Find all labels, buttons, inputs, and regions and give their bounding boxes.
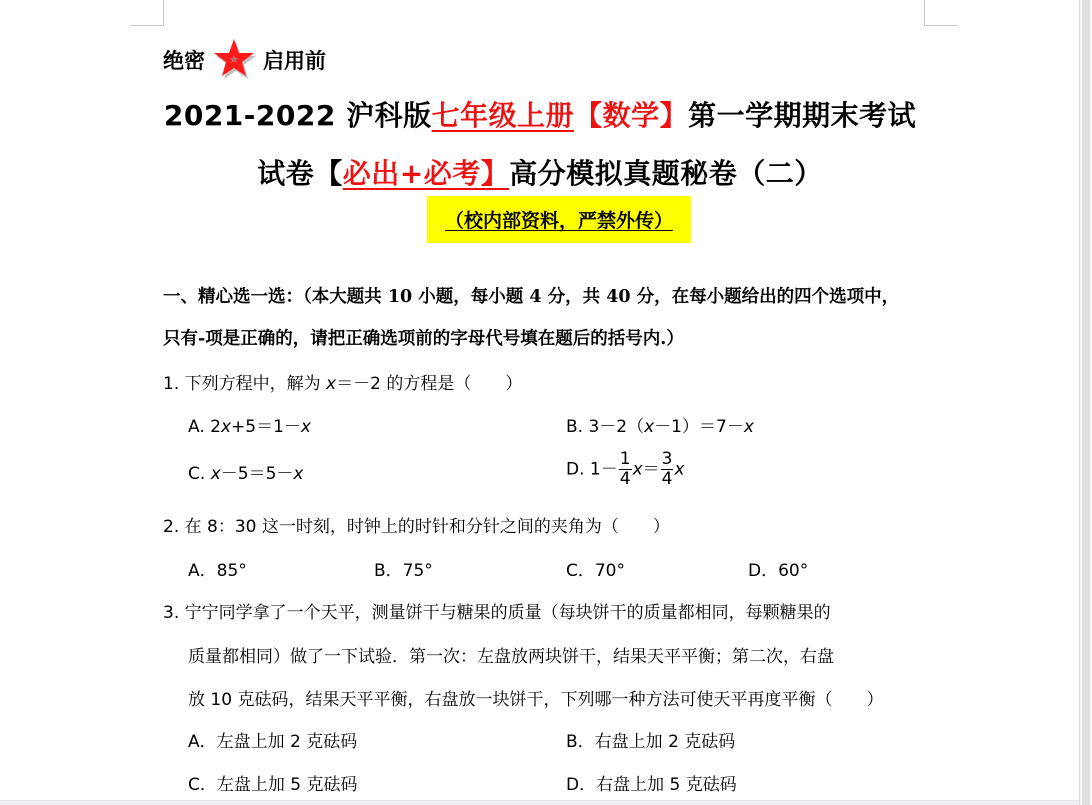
title-must-tag: 必出+必考】 xyxy=(342,157,510,190)
equals-sign: ＝ xyxy=(642,459,660,480)
option-text: 3－2（ xyxy=(588,417,645,437)
q3-option-c: C．左盘上加 5 克砝码 xyxy=(188,775,358,795)
q2-option-b: B．75° xyxy=(374,561,433,581)
q2-option-d: D．60° xyxy=(748,561,809,581)
scrollbar-thumb[interactable] xyxy=(1082,0,1090,805)
math-var: x xyxy=(326,374,337,394)
vertical-scrollbar[interactable] xyxy=(1079,0,1092,805)
fraction-numerator: 1 xyxy=(619,449,631,469)
math-var: x xyxy=(293,464,304,484)
title-grade: 七年级上册 xyxy=(431,99,575,132)
page-bottom-edge xyxy=(0,800,1080,805)
title-subject: 【数学】 xyxy=(574,99,689,132)
math-var: x xyxy=(674,459,685,480)
question-3 xyxy=(163,598,831,623)
q1-option-a xyxy=(188,412,311,437)
q3-option-d: D．右盘上加 5 克砝码 xyxy=(566,775,737,795)
q1-option-c xyxy=(188,459,303,484)
margin-corner-top-right xyxy=(924,0,957,26)
margin-corner-top-left xyxy=(131,0,164,26)
math-var: x xyxy=(644,417,655,437)
title-year-edition: 2021-2022 沪科版 xyxy=(163,99,432,132)
question-1 xyxy=(163,369,522,394)
question-number: 2. xyxy=(163,517,180,537)
q3-option-a: A．左盘上加 2 克砝码 xyxy=(188,732,358,752)
option-text: －1）＝7－ xyxy=(654,417,744,437)
internal-notice-text: （校内部资料，严禁外传） xyxy=(444,210,673,232)
math-var: x xyxy=(220,417,232,437)
option-label: A. xyxy=(188,417,205,437)
question-2 xyxy=(163,512,670,537)
section-instructions-line-1: 一、精心选一选：（本大题共 10 小题，每小题 4 分，共 40 分，在每小题给出的四个选项中， xyxy=(163,287,900,307)
fraction-numerator: 3 xyxy=(661,449,673,469)
title-paper-suffix: 高分模拟真题秘卷（二） xyxy=(509,157,823,190)
before-use-label: 启用前 xyxy=(263,49,326,73)
exam-title-line-2 xyxy=(0,152,1080,192)
math-var: x xyxy=(210,464,221,484)
question-text: 下列方程中，解为 xyxy=(184,374,327,394)
option-label: D. xyxy=(566,459,585,480)
question-number: 3. xyxy=(163,603,180,623)
q1-option-b xyxy=(566,412,754,437)
section-instructions-line-2: 只有-项是正确的，请把正确选项前的字母代号填在题后的括号内.） xyxy=(163,329,684,349)
question-3-line-2: 质量都相同）做了一下试验．第一次：左盘放两块饼干，结果天平平衡；第二次，右盘 xyxy=(188,647,834,667)
q1-option-d xyxy=(566,450,685,489)
option-label: B. xyxy=(566,417,584,437)
question-3-line-3: 放 10 克砝码，结果天平平衡，右盘放一块饼干，下列哪一种方法可使天平再度平衡（ ） xyxy=(188,690,884,710)
math-var: x xyxy=(632,459,643,480)
math-var: x xyxy=(743,417,754,437)
exam-title-line-1 xyxy=(0,94,1080,134)
fraction-denominator: 4 xyxy=(661,469,673,489)
option-text: 1－ xyxy=(589,459,618,480)
question-text: 在 8：30 这一时刻，时钟上的时针和分针之间的夹角为（ ） xyxy=(184,517,670,537)
confidential-label: 绝密 xyxy=(163,49,205,73)
fraction-three-quarters xyxy=(661,450,674,489)
option-text: 2 xyxy=(210,417,221,437)
title-paper-prefix: 试卷【 xyxy=(257,157,343,190)
internal-notice-highlight xyxy=(427,196,691,243)
question-number: 1. xyxy=(163,374,180,394)
option-text: +5＝1－ xyxy=(231,417,301,437)
confidential-header xyxy=(163,38,326,82)
option-text: －5＝5－ xyxy=(220,464,294,484)
q2-option-a: A．85° xyxy=(188,561,247,581)
q3-option-b: B．右盘上加 2 克砝码 xyxy=(566,732,736,752)
option-label: C. xyxy=(188,464,206,484)
question-text: ＝－2 的方程是（ ） xyxy=(336,374,523,394)
red-star-icon xyxy=(209,37,259,81)
question-text: 宁宁同学拿了一个天平，测量饼干与糖果的质量（每块饼干的质量都相同，每颗糖果的 xyxy=(184,603,831,623)
q2-option-c: C．70° xyxy=(566,561,626,581)
fraction-one-quarter xyxy=(619,450,632,489)
title-exam-name: 第一学期期末考试 xyxy=(688,99,917,132)
math-var: x xyxy=(300,417,311,437)
fraction-denominator: 4 xyxy=(619,469,631,489)
